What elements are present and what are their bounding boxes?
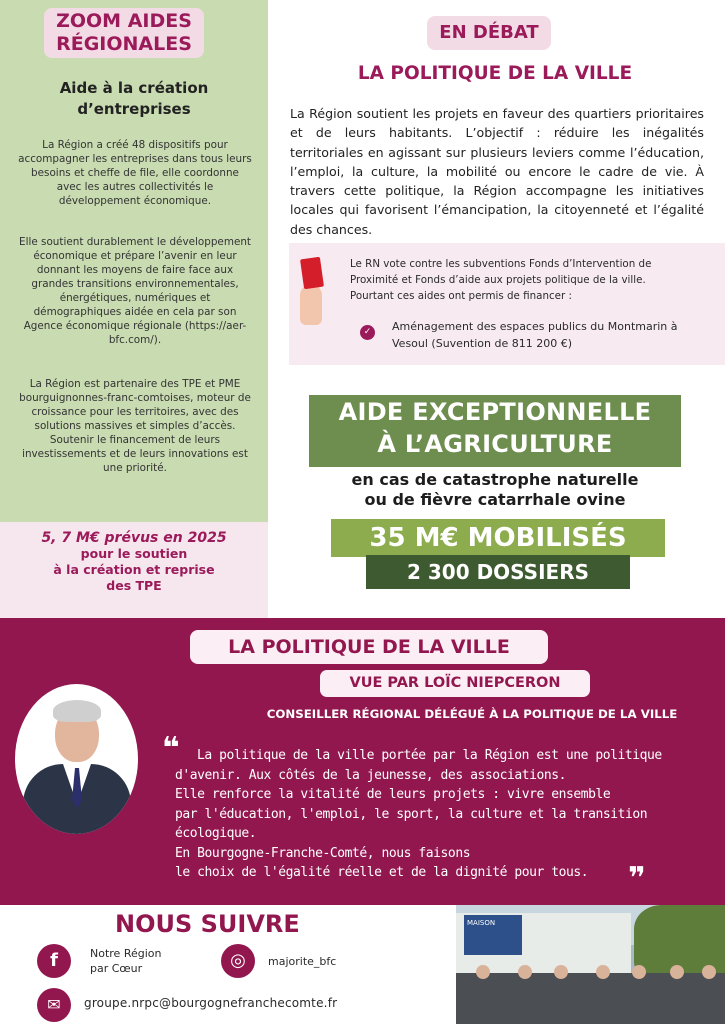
photo-sign: MAISON	[464, 915, 522, 955]
facebook-icon[interactable]: f	[37, 944, 71, 978]
politique-ville-title: LA POLITIQUE DE LA VILLE	[357, 63, 633, 84]
agriculture-subtitle	[300, 470, 690, 510]
quote-line: par l'éducation, l'emploi, le sport, la culture et la transition	[175, 806, 648, 822]
check-circle-icon: ✓	[360, 325, 375, 340]
zoom-title-line2: RÉGIONALES	[56, 33, 192, 55]
mail-icon[interactable]: ✉	[37, 988, 71, 1022]
tpe-stat-text	[20, 530, 248, 594]
event-photo	[456, 905, 725, 1024]
red-card-icon	[300, 257, 324, 289]
quote-line: Elle renforce la vitalité de leurs projets : vivre ensemble	[175, 787, 611, 802]
email-link[interactable]: groupe.nrpc@bourgognefranchecomte.fr	[84, 996, 338, 1010]
aides-paragraph-2: Elle soutient durablement le développement économique et prépare l’avenir en leur donnant les moyens de faire face aux grandes transitions environnementales, énergétiques, numériques et démographiques aidée en cela par son Agence économique régionale (https://aer-bfc.com/).	[19, 236, 251, 346]
agri-sub-line1: en cas de catastrophe naturelle	[351, 470, 639, 489]
hand-icon	[300, 285, 322, 325]
metric-dossiers: 2 300 DOSSIERS	[406, 560, 589, 584]
facebook-link[interactable]	[90, 946, 200, 976]
subtitle-line2: d’entreprises	[77, 100, 191, 118]
band-title: LA POLITIQUE DE LA VILLE	[190, 630, 548, 664]
zoom-aides-title	[44, 8, 204, 58]
agri-title-line2: À L’AGRICULTURE	[377, 430, 613, 458]
tpe-stat-amount: 5, 7 M€ prévus en 2025	[41, 530, 227, 546]
metric-mobilises: 35 M€ MOBILISÉS	[369, 523, 627, 553]
en-debat-badge: EN DÉBAT	[427, 16, 551, 50]
agriculture-title	[309, 396, 681, 460]
quote-line: écologique.	[175, 826, 257, 841]
quote-line: En Bourgogne-Franche-Comté, nous faisons	[175, 845, 471, 861]
politique-ville-text: La Région soutient les projets en faveur des quartiers prioritaires et de leurs habitants. L’objectif : réduire les inégalités territoriales en agissant sur plusieurs leviers comme l’éducation, l’emploi, la culture, la mobilité ou encore le cadre de vie. À travers cette politique, la Région accompagne les initiatives locales qui favorisent l’émancipation, la citoyenneté et l’égalité des chances.	[290, 106, 704, 237]
instagram-icon[interactable]: ◎	[221, 944, 255, 978]
quote-open-icon: ❝	[162, 731, 180, 766]
nous-suivre-title: NOUS SUIVRE	[115, 910, 300, 938]
rn-vote-text: Le RN vote contre les subventions Fonds d’Intervention de Proximité et Fonds d’aide aux projets politique de la ville. Pourtant ces aides ont permis de financer :	[350, 258, 652, 302]
subtitle-line1: Aide à la création	[59, 79, 209, 97]
aides-paragraph-1: La Région a créé 48 dispositifs pour accompagner les entreprises dans tous leurs besoins et cheffe de file, elle coordonne avec les autres collectivités le développement économique.	[18, 139, 252, 207]
aides-paragraph-3: La Région est partenaire des TPE et PME bourguignonnes-franc-comtoises, moteur de croissance pour les territoires, avec des solutions massives et simples d’accès. Soutenir le financement de leurs investissements et de leurs innovations est une priorité.	[19, 378, 251, 474]
tpe-stat-line4: des TPE	[106, 578, 162, 593]
agri-sub-line2: ou de fièvre catarrhale ovine	[364, 490, 626, 509]
zoom-title-line1: ZOOM AIDES	[56, 10, 192, 32]
funded-project-item: Aménagement des espaces publics du Montmarin à Vesoul (Suvention de 811 200 €)	[392, 320, 678, 350]
instagram-link[interactable]: majorite_bfc	[268, 955, 337, 968]
quote-line: le choix de l'égalité réelle et de la dignité pour tous.	[175, 865, 589, 880]
quote-line: d'avenir. Aux côtés de la jeunesse, des associations.	[175, 767, 566, 783]
quote-line: La politique de la ville portée par la Région est une politique	[197, 748, 662, 763]
facebook-label-line2: par Cœur	[90, 962, 143, 975]
facebook-label-line1: Notre Région	[90, 947, 162, 960]
speaker-portrait	[15, 684, 138, 834]
aide-creation-heading	[20, 78, 248, 120]
speaker-role: CONSEILLER RÉGIONAL DÉLÉGUÉ À LA POLITIQUE DE LA VILLE	[266, 707, 678, 721]
tpe-stat-line2: pour le soutien	[80, 546, 188, 561]
agri-title-line1: AIDE EXCEPTIONNELLE	[338, 398, 652, 426]
tpe-stat-line3: à la création et reprise	[53, 562, 215, 577]
band-subtitle: VUE PAR LOÏC NIEPCERON	[320, 670, 590, 697]
quote-close-icon: ❞	[628, 861, 646, 896]
